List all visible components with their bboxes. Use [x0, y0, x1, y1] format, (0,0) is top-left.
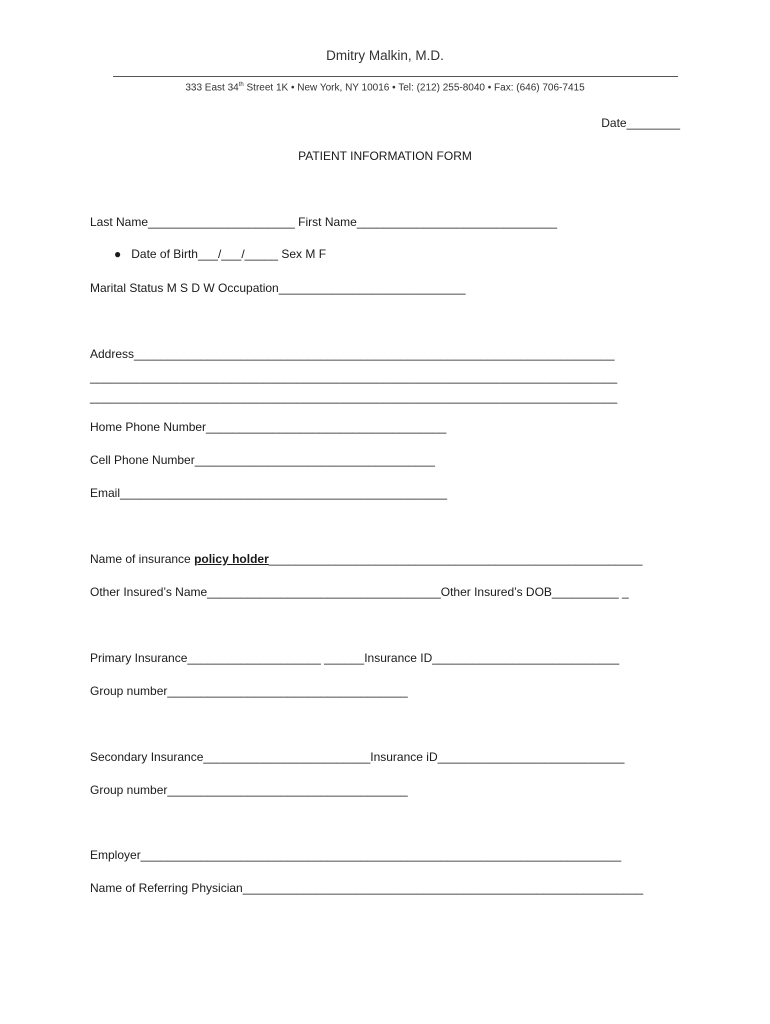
cell-phone-field[interactable]: Cell Phone Number____________________________________	[90, 453, 435, 467]
address-pre: 333 East 34	[185, 82, 239, 94]
policy-holder-emphasis: policy holder	[194, 552, 269, 566]
dob-sex-fields[interactable]: Date of Birth___/___/_____ Sex M F	[131, 247, 327, 261]
address-field-3[interactable]: _______________________________________________________________________________	[90, 390, 618, 404]
date-field[interactable]: Date________	[601, 116, 680, 130]
name-fields[interactable]: Last Name______________________ First Name______________________________	[90, 215, 558, 229]
dob-sex-row[interactable]	[114, 247, 326, 261]
header-divider	[113, 76, 678, 77]
secondary-group-number-field[interactable]: Group number____________________________________	[90, 783, 408, 797]
home-phone-field[interactable]: Home Phone Number____________________________________	[90, 420, 447, 434]
email-field[interactable]: Email_________________________________________________	[90, 486, 448, 500]
marital-occupation-fields[interactable]: Marital Status M S D W Occupation____________________________	[90, 281, 466, 295]
other-insured-fields[interactable]: Other Insured’s Name___________________________________Other Insured’s DOB__________ _	[90, 585, 629, 599]
referring-physician-field[interactable]: Name of Referring Physician____________________________________________________________	[90, 881, 644, 895]
employer-field[interactable]: Employer________________________________________________________________________	[90, 848, 622, 862]
address-sup: th	[238, 82, 244, 88]
primary-group-number-field[interactable]: Group number____________________________________	[90, 684, 408, 698]
address-field-1[interactable]: Address________________________________________________________________________	[90, 347, 615, 361]
physician-name: Dmitry Malkin, M.D.	[326, 48, 444, 63]
address-post: Street 1K • New York, NY 10016 • Tel: (212) 255-8040 • Fax: (646) 706-7415	[243, 82, 585, 94]
address-field-2[interactable]: _______________________________________________________________________________	[90, 370, 618, 384]
primary-insurance-fields[interactable]: Primary Insurance____________________ ______Insurance ID____________________________	[90, 651, 620, 665]
practice-address	[0, 82, 770, 93]
policy-holder-field[interactable]	[90, 552, 642, 566]
policy-pre: Name of insurance	[90, 552, 195, 566]
bullet-icon: ●	[114, 247, 132, 261]
policy-post[interactable]: ________________________________________________________	[268, 552, 643, 566]
secondary-insurance-fields[interactable]: Secondary Insurance_________________________Insurance iD____________________________	[90, 750, 625, 764]
form-title: PATIENT INFORMATION FORM	[298, 149, 472, 163]
